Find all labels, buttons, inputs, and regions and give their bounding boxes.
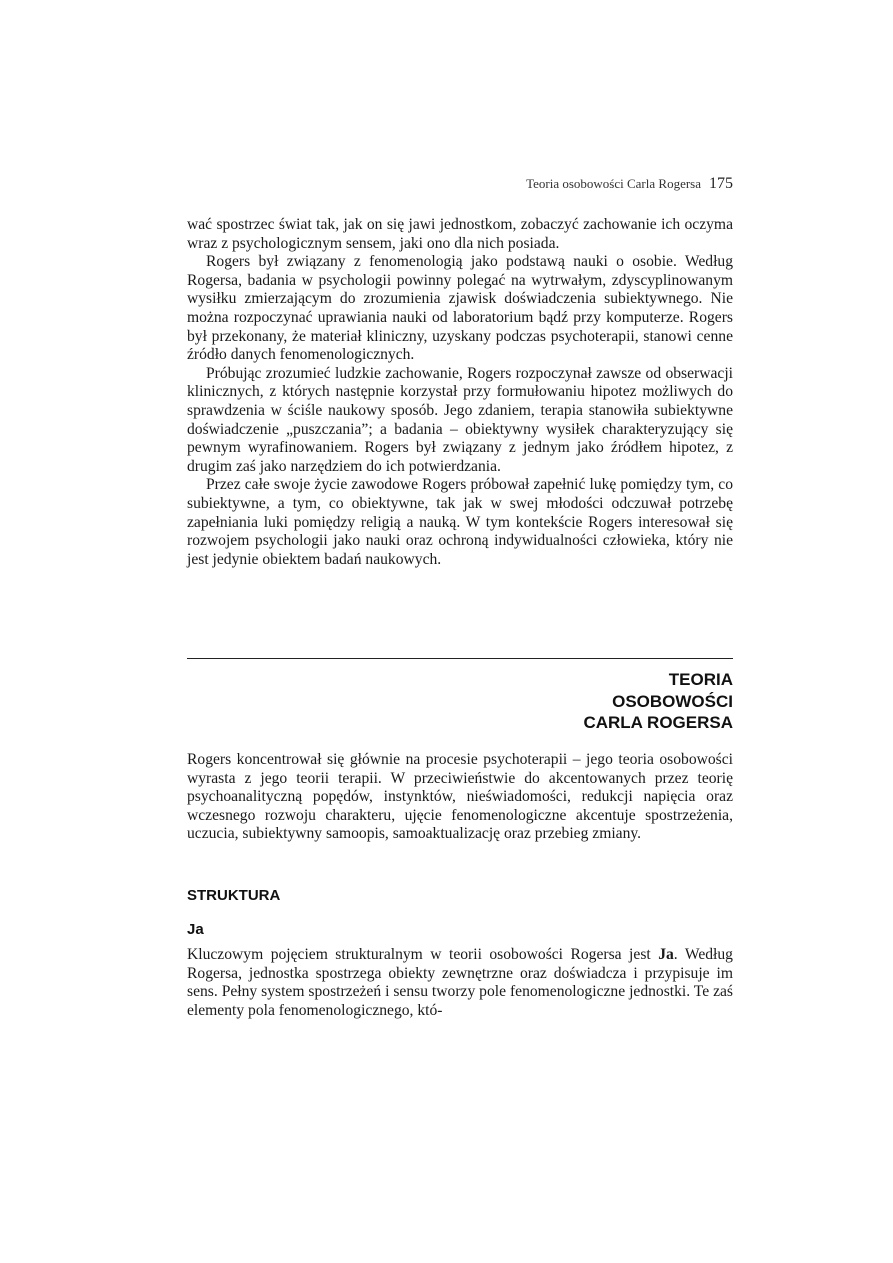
section-divider <box>187 658 733 659</box>
intro-section <box>187 216 733 569</box>
page-number: 175 <box>709 175 733 192</box>
self-term: Ja <box>658 946 674 963</box>
section-heading <box>583 669 733 734</box>
paragraph-phenomenology: Rogers był związany z fenomenologią jako podstawą nauki o osobie. Według Rogersa, badania w psychologii powinny polegać na wytrwałym, zdyscyplinowanym wysiłku zmierzającym do zrozumienia zjawisk doświadczenia subiektywnego. Nie można rozpoczynać uprawiania nauki od laboratorium bądź przy komputerze. Rogers był przekonany, że materiał kliniczny, uzyskany podczas psychoterapii, stanowi cenne źródło danych fenomenologicznych. <box>187 253 733 364</box>
paragraph-clinical-observation: Próbując zrozumieć ludzkie zachowanie, Rogers rozpoczynał zawsze od obserwacji klinicznych, z których następnie korzystał przy formułowaniu hipotez możliwych do sprawdzenia w ściśle naukowy sposób. Jego zdaniem, terapia stanowiła subiektywne doświadczenie „puszczania”; a badania – obiektywny wysiłek charakteryzujący się pewnym wyrafinowaniem. Rogers był związany z jednym jako źródłem hipotez, z drugim zaś jako narzędziem do ich potwierdzania. <box>187 364 733 475</box>
section-heading-line: CARLA ROGERSA <box>583 713 733 732</box>
running-head <box>526 175 733 193</box>
paragraph-theory-intro: Rogers koncentrował się głównie na procesie psychoterapii – jego teoria osobowości wyrasta z jego teorii terapii. W przeciwieństwie do akcentowanych przez teorię psychoanalityczną popędów, instynktów, nieświadomości, redukcji napięcia oraz wczesnego rozwoju charakteru, ujęcie fenomenologiczne akcentuje spostrzeżenia, uczucia, subiektywny samoopis, samoaktualizację oraz przebieg zmiany. <box>187 751 733 843</box>
running-title: Teoria osobowości Carla Rogersa <box>526 176 701 191</box>
paragraph-continued: wać spostrzec świat tak, jak on się jawi jednostkom, zobaczyć zachowanie ich oczyma wraz z psychologicznym sensem, jaki ono dla nich posiada. <box>187 216 733 252</box>
paragraph-subjective-objective: Przez całe swoje życie zawodowe Rogers próbował zapełnić lukę pomiędzy tym, co subiektywne, a tym, co obiektywne, tak jak w swej młodości odczuwał potrzebę zapełniania luki pomiędzy religią a nauką. W tym kontekście Rogers interesował się rozwojem psychologii jako nauki oraz ochroną indywidualności człowieka, który nie jest jedynie obiektem badań naukowych. <box>187 476 733 568</box>
paragraph-self-concept <box>187 946 733 1020</box>
section-heading-line: TEORIA <box>668 670 733 689</box>
self-lead-text: Kluczowym pojęciem strukturalnym w teorii osobowości Rogersa jest <box>187 946 659 963</box>
section-heading-line: OSOBOWOŚCI <box>612 691 733 711</box>
self-rest-text: . Według Rogersa, jednostka spostrzega obiekty zewnętrzne oraz doświadcza i przypisuje im sens. Pełny system spostrzeżeń i sensu tworzy pole fenomenologiczne jednostki. Te zaś elementy pola fenomenologicznego, któ- <box>187 946 733 1019</box>
self-section <box>187 946 733 1020</box>
subheading-self: Ja <box>187 921 204 938</box>
book-page <box>187 0 733 1263</box>
subheading-structure: STRUKTURA <box>187 887 281 904</box>
theory-section <box>187 751 733 844</box>
